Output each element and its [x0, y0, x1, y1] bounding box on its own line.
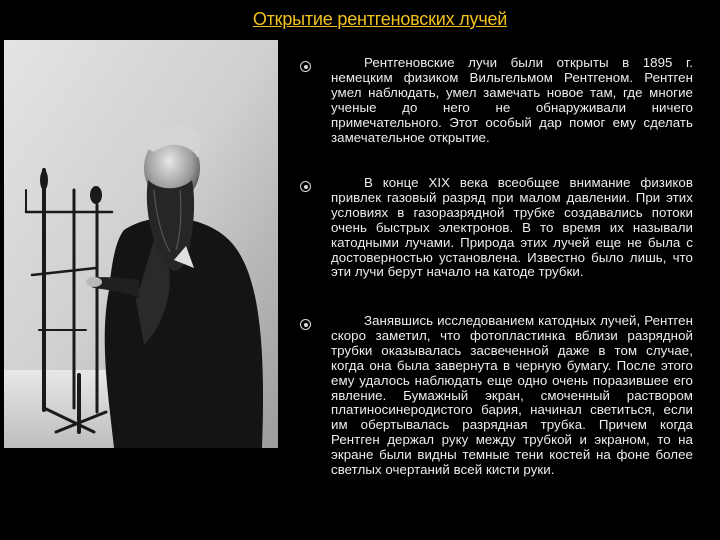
paragraph-text: Занявшись исследованием катодных лучей, Рентген скоро заметил, что фотопластинка вблизи разрядной трубки оказывалась засвеченной даже в том случае, когда она была завернута в черную бумагу. После этого ему удалось наблюдать еще одно очень поразившее его явление. Бумажный экран, смоченный раствором платиносинеродистого бария, начинал светиться, если им обертывалась разрядная трубка. Причем когда Рентген держал руку между трубкой и экраном, то на экране были видны темные тени костей на фоне более светлых очертаний всей кисти руки.	[331, 313, 693, 478]
slide-title: Открытие рентгеновских лучей	[252, 9, 508, 29]
roentgen-photo	[4, 40, 278, 448]
circled-dot-icon	[300, 61, 311, 72]
paragraph-text: Рентгеновские лучи были открыты в 1895 г. немецким физиком Вильгельмом Рентгеном. Рентген умел наблюдать, умел замечать новое там, где многие ученые до него не обнаруживали ничего примечательного. Этот особый дар помог ему сделать замечательное открытие.	[331, 55, 693, 145]
circled-dot-icon	[300, 181, 311, 192]
circled-dot-icon	[300, 319, 311, 330]
paragraph-text: В конце XIX века всеобщее внимание физиков привлек газовый разряд при малом давлении. При этих условиях в газоразрядной трубке создавались потоки очень быстрых электронов. В то время их называли катодными лучами. Природа этих лучей еще не была с достоверностью установлена. Известно было лишь, что эти лучи берут начало на катоде трубки.	[331, 175, 693, 280]
